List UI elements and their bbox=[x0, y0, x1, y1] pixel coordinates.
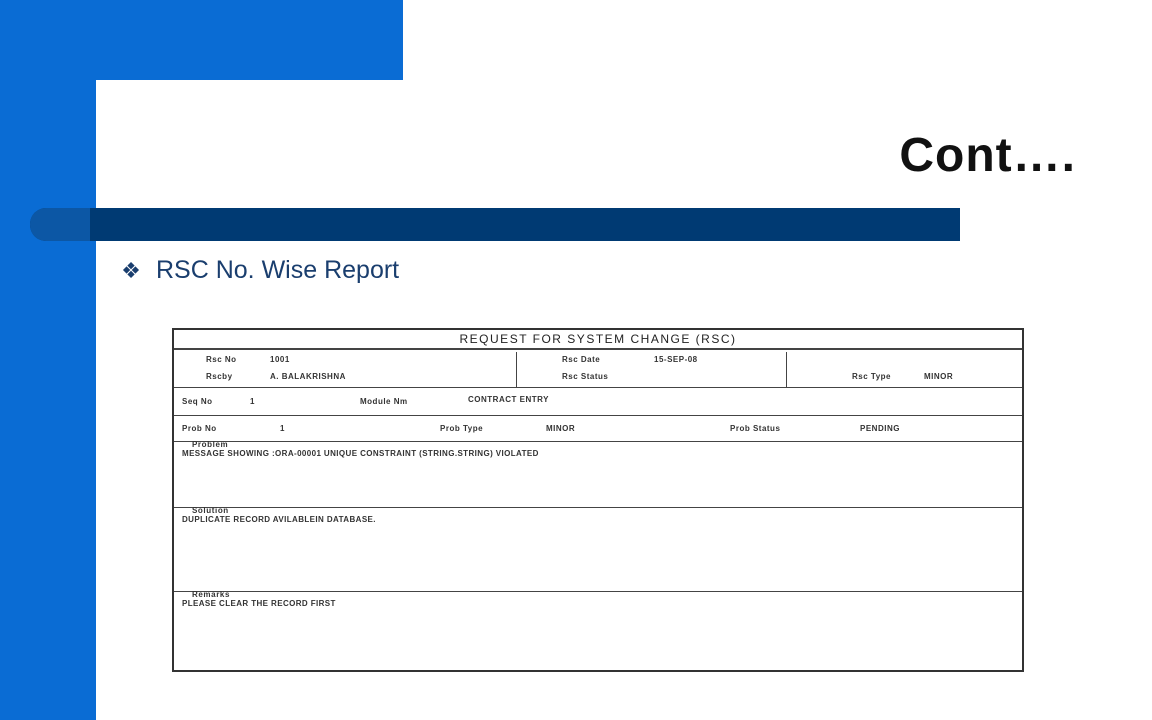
prob-no-value: 1 bbox=[280, 424, 285, 433]
rsc-status-label: Rsc Status bbox=[562, 372, 609, 381]
title-underline-bar bbox=[30, 208, 960, 241]
prob-type-label: Prob Type bbox=[440, 424, 484, 433]
rsc-report-form bbox=[172, 328, 1024, 672]
seq-no-value: 1 bbox=[250, 397, 255, 406]
report-problem-section bbox=[174, 442, 1022, 508]
report-remarks-section bbox=[174, 592, 1022, 672]
prob-no-label: Prob No bbox=[182, 424, 217, 433]
prob-status-label: Prob Status bbox=[730, 424, 781, 433]
solution-label: Solution bbox=[192, 506, 229, 515]
rsc-date-value: 15-SEP-08 bbox=[654, 355, 698, 364]
report-solution-section bbox=[174, 508, 1022, 592]
remarks-label: Remarks bbox=[192, 590, 231, 599]
problem-text: MESSAGE SHOWING :ORA-00001 UNIQUE CONSTRAINT (STRING.STRING) VIOLATED bbox=[182, 449, 539, 458]
divider bbox=[786, 352, 787, 387]
report-prob-row bbox=[174, 416, 1022, 442]
rscby-label: Rscby bbox=[206, 372, 233, 381]
seq-no-label: Seq No bbox=[182, 397, 213, 406]
rsc-type-value: MINOR bbox=[924, 372, 954, 381]
rsc-no-label: Rsc No bbox=[206, 355, 237, 364]
bar-accent bbox=[30, 208, 90, 241]
prob-status-value: PENDING bbox=[860, 424, 900, 433]
problem-label: Problem bbox=[192, 440, 229, 449]
prob-type-value: MINOR bbox=[546, 424, 576, 433]
rscby-value: A. BALAKRISHNA bbox=[270, 372, 346, 381]
module-nm-value: CONTRACT ENTRY bbox=[468, 395, 549, 404]
left-blue-frame bbox=[0, 0, 96, 720]
top-blue-frame bbox=[0, 0, 403, 80]
remarks-text: PLEASE CLEAR THE RECORD FIRST bbox=[182, 599, 336, 608]
report-seq-row bbox=[174, 388, 1022, 416]
diamond-bullet-icon: ❖ bbox=[121, 257, 141, 283]
report-header-row bbox=[174, 352, 1022, 388]
solution-text: DUPLICATE RECORD AVILABLEIN DATABASE. bbox=[182, 515, 376, 524]
rsc-type-label: Rsc Type bbox=[852, 372, 891, 381]
slide-title: Cont…. bbox=[899, 129, 1076, 182]
report-heading: REQUEST FOR SYSTEM CHANGE (RSC) bbox=[174, 330, 1022, 350]
rsc-no-value: 1001 bbox=[270, 355, 290, 364]
rsc-date-label: Rsc Date bbox=[562, 355, 601, 364]
divider bbox=[516, 352, 517, 387]
bullet-item bbox=[120, 256, 399, 285]
bullet-text: RSC No. Wise Report bbox=[156, 256, 400, 284]
module-nm-label: Module Nm bbox=[360, 397, 408, 406]
